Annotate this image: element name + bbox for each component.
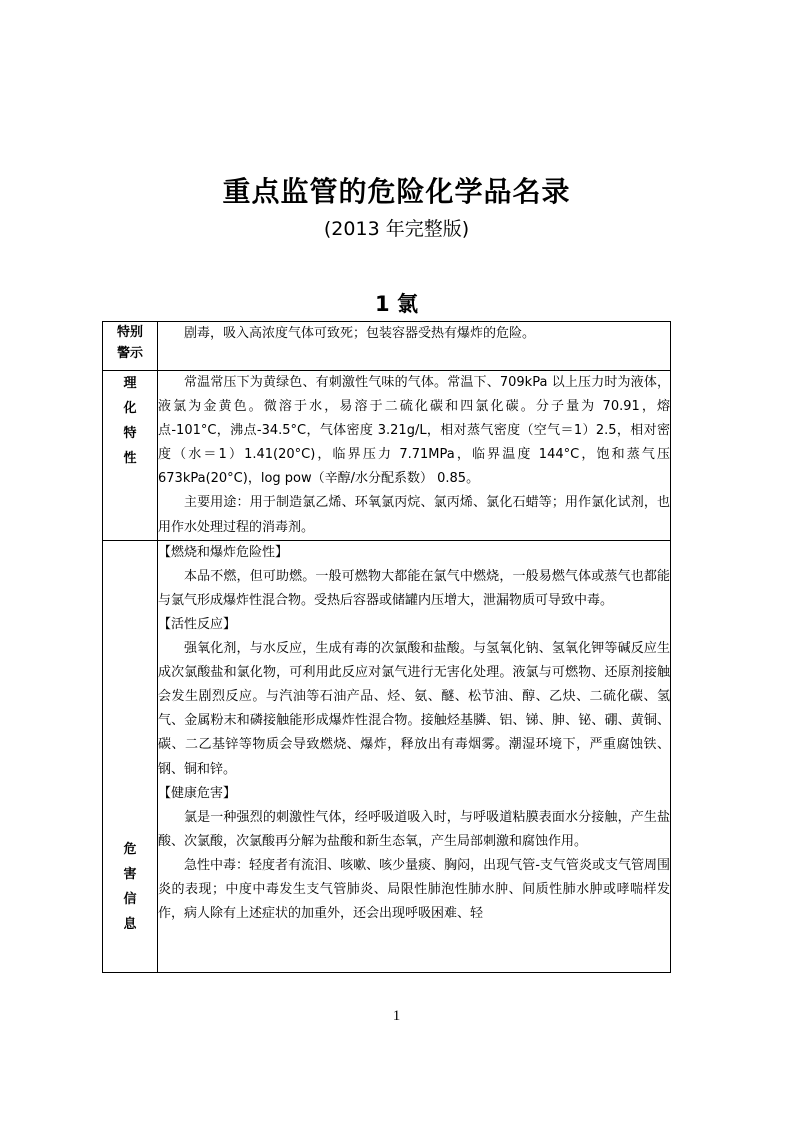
fire-explosion-heading: 【燃烧和爆炸危险性】 [158,544,289,560]
properties-label-char: 化 [123,401,137,416]
health-hazard-text: 氯是一种强烈的刺激性气体，经呼吸道吸入时，与呼吸道粘膜表面水分接触，产生盐酸、次氯酸，次氯酸再分解为盐酸和新生态氧，产生局部刺激和腐蚀作用。 [158,809,670,849]
properties-content [158,371,671,541]
document-title: 重点监管的危险化学品名录 [222,175,571,208]
properties-paragraph: 常温常压下为黄绿色、有刺激性气味的气体。常温下、709kPa 以上压力时为液体，液氯为金黄色。微溶于水，易溶于二硫化碳和四氯化碳。分子量为 70.91，熔点-101°C，沸点-34.5°C，气体密度 3.21g/L，相对蒸气密度（空气＝1）2.5，相对密度（水＝1）1.41(20°C)，临界压力 7.71MPa，临界温度 144°C，饱和蒸气压 673kPa(20°C)，log pow（辛醇/水分配系数） 0.85。 [158,375,670,487]
reactivity-heading: 【活性反应】 [158,616,237,632]
section-heading: 1 氯 [375,292,418,316]
hazards-content [158,540,671,972]
usage-paragraph: 主要用途：用于制造氯乙烯、环氧氯丙烷、氯丙烯、氯化石蜡等；用作氯化试剂，也用作水处理过程的消毒剂。 [158,495,670,535]
properties-label-char: 性 [123,451,137,466]
properties-row [103,371,671,541]
hazards-label-char: 害 [123,866,137,882]
properties-label [103,371,158,541]
hazards-label-char: 信 [123,891,137,907]
chemical-info-table [102,321,671,973]
hazards-label-char: 息 [123,916,137,932]
fire-explosion-text: 本品不燃，但可助燃。一般可燃物大都能在氯气中燃烧，一般易燃气体或蒸气也都能与氯气形成爆炸性混合物。受热后容器或储罐内压增大，泄漏物质可导致中毒。 [158,568,670,608]
warning-label [103,322,158,371]
acute-poisoning-text: 急性中毒：轻度者有流泪、咳嗽、咳少量痰、胸闷，出现气管-支气管炎或支气管周围炎的表现；中度中毒发生支气管肺炎、局限性肺泡性肺水肿、间质性肺水肿或哮喘样发作，病人除有上述症状的加重外，还会出现呼吸困难、轻 [158,857,670,922]
hazards-label-char: 危 [123,841,137,857]
properties-label-char: 理 [123,376,137,391]
hazards-row [103,540,671,972]
health-hazard-heading: 【健康危害】 [158,785,237,801]
warning-label-line: 警示 [116,346,143,361]
warning-text: 剧毒，吸入高浓度气体可致死；包装容器受热有爆炸的危险。 [184,326,536,341]
warning-row [103,322,671,371]
warning-content [158,322,671,371]
warning-label-line: 特别 [116,325,143,340]
hazards-label [103,540,158,972]
properties-label-char: 特 [123,426,137,441]
document-subtitle: (2013 年完整版) [323,218,470,240]
page-number: 1 [392,1008,401,1024]
reactivity-text: 强氧化剂，与水反应，生成有毒的次氯酸和盐酸。与氢氧化钠、氢氧化钾等碱反应生成次氯酸盐和氯化物，可利用此反应对氯气进行无害化处理。液氯与可燃物、还原剂接触会发生剧烈反应。与汽油等石油产品、烃、氨、醚、松节油、醇、乙炔、二硫化碳、氢气、金属粉末和磷接触能形成爆炸性混合物。接触烃基膦、铝、锑、胂、铋、硼、黄铜、碳、二乙基锌等物质会导致燃烧、爆炸，释放出有毒烟雾。潮湿环境下，严重腐蚀铁、钢、铜和锌。 [158,641,670,777]
